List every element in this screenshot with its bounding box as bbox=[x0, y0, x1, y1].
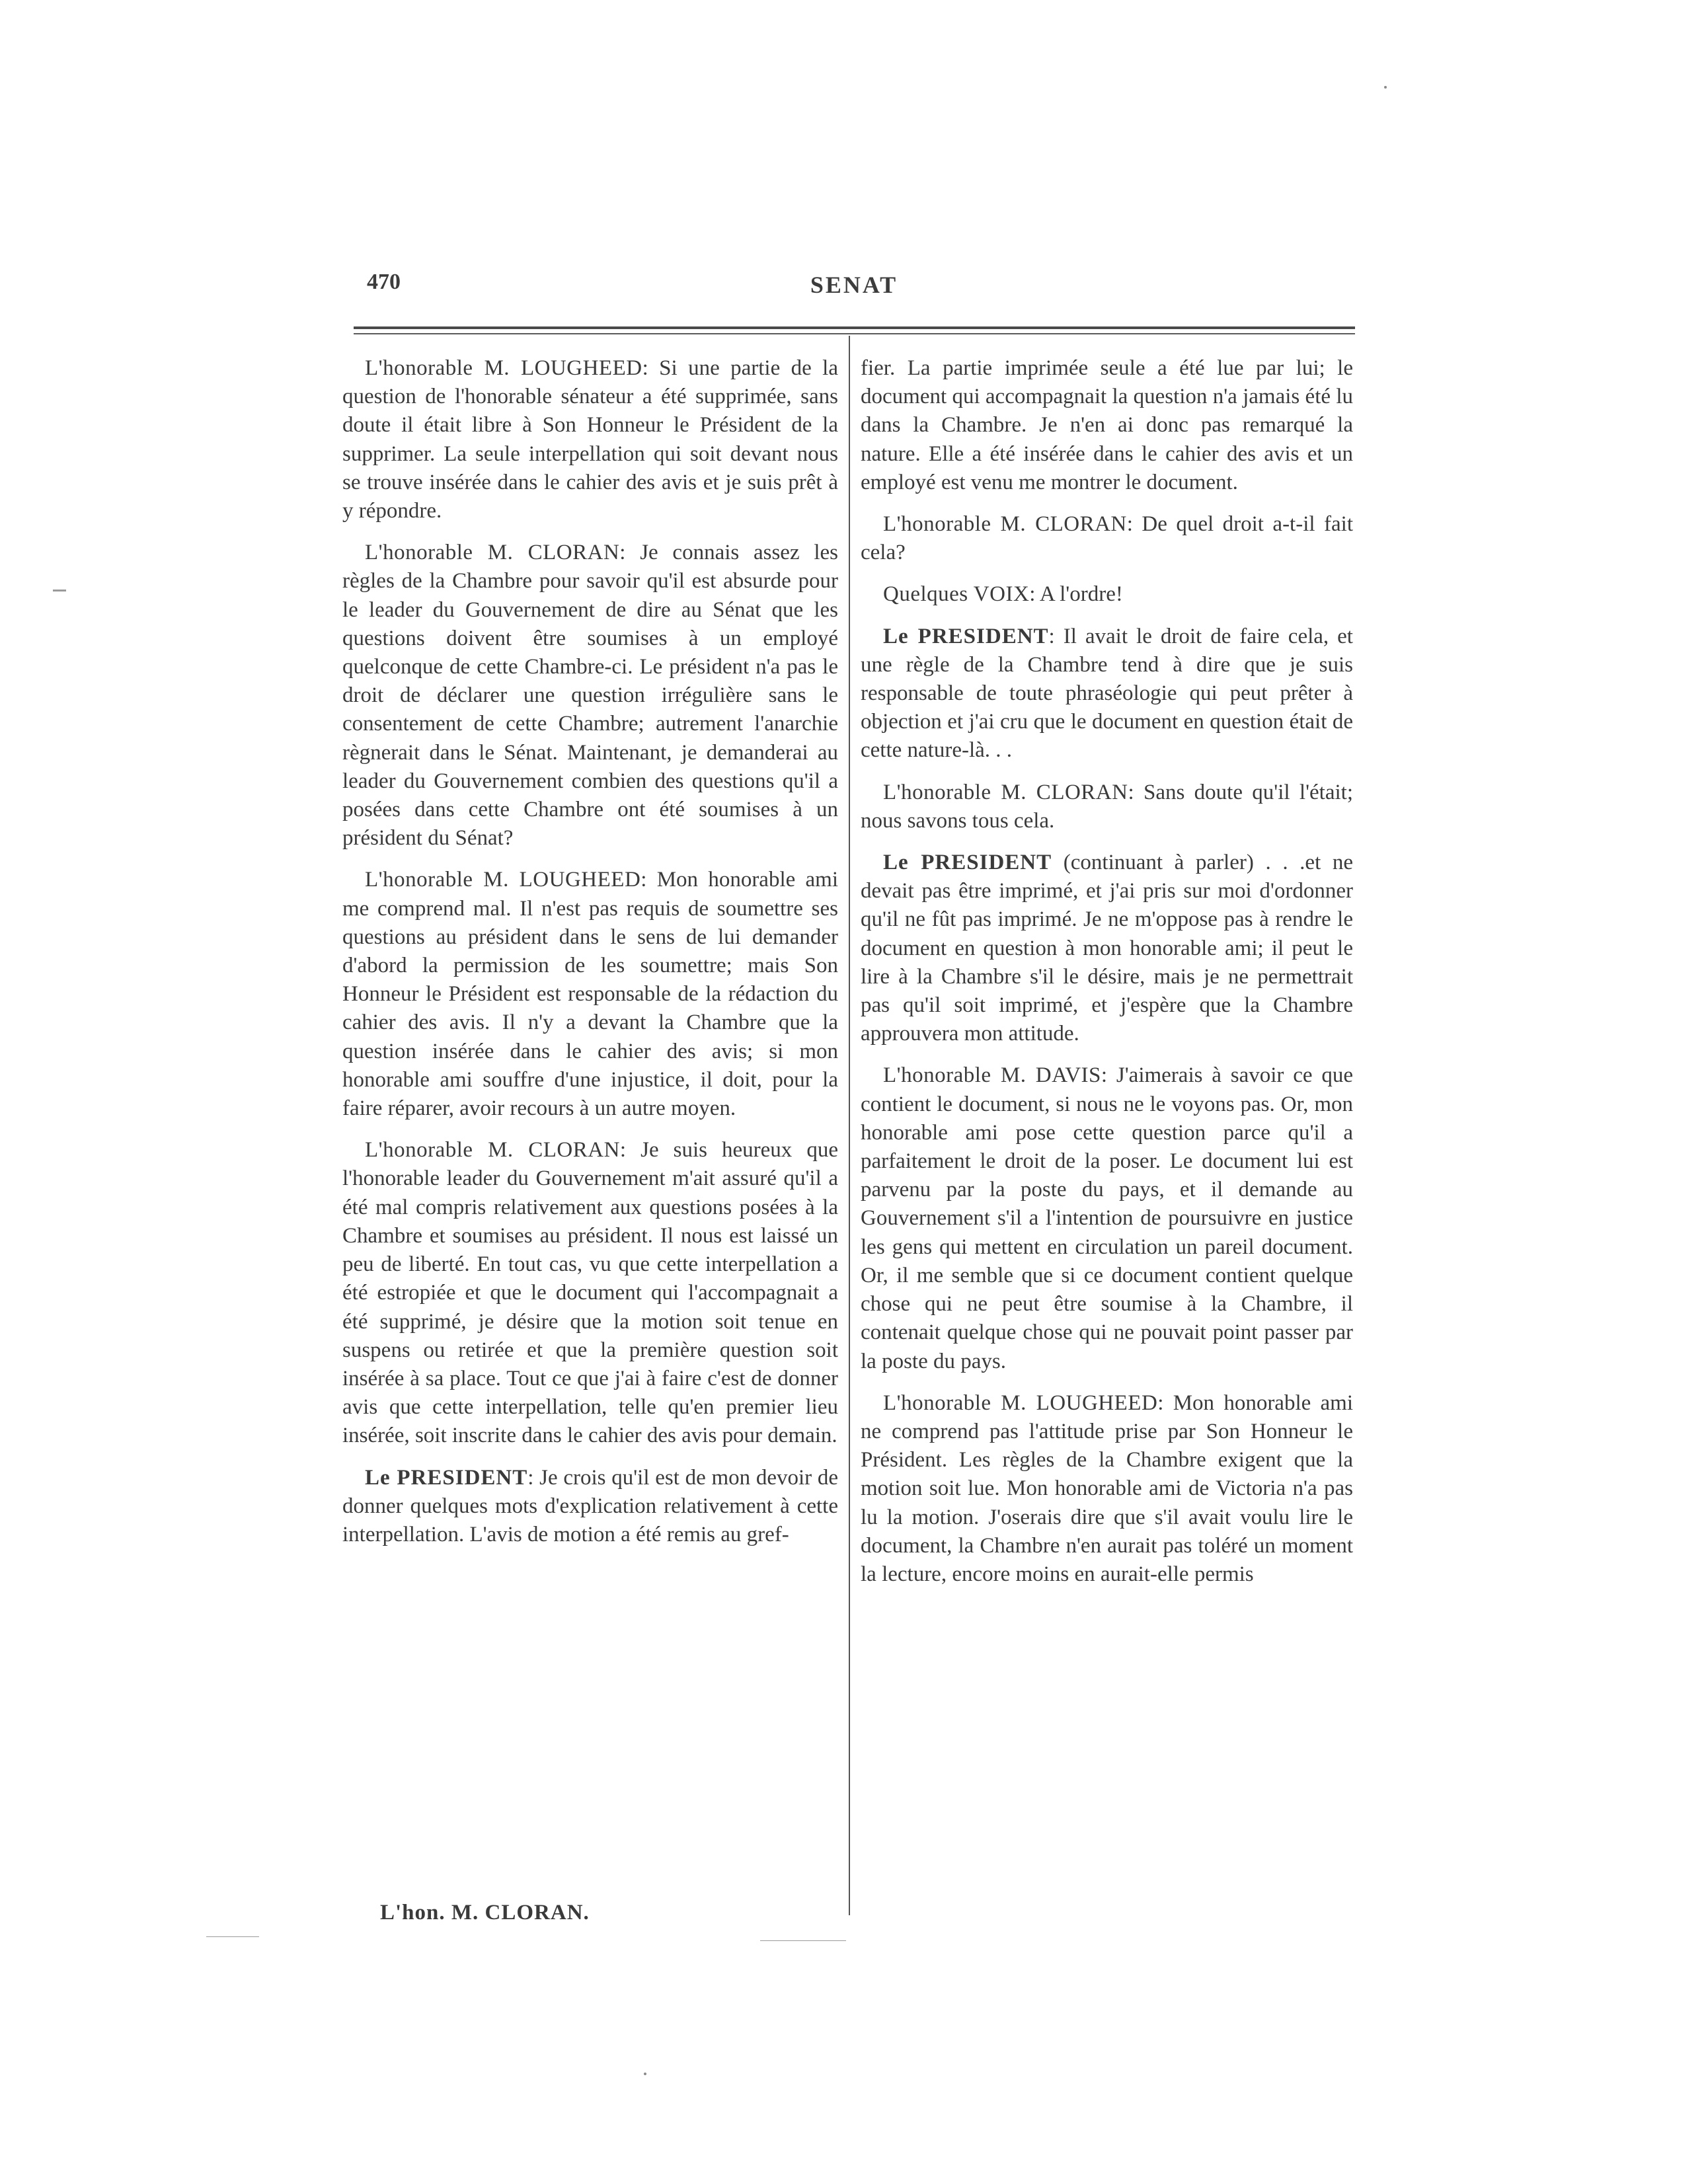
paragraph-text: : Mon honorable ami ne comprend pas l'attitude prise par Son Honneur le Président. Les règles de la Chambre exigent que la motion soit lue. Mon honorable ami de Victoria n'a pas lu la motion. J'oserais dire que s'il avait voulu lire le document, la Chambre n'en aurait pas toléré un moment la lecture, encore moins en aurait-elle permis bbox=[861, 1391, 1354, 1586]
footer-catchword: L'hon. M. CLORAN. bbox=[380, 1901, 590, 1925]
paragraph-text: fier. La partie imprimée seule a été lue par lui; le document qui accompagnait la question n'a jamais été lu dans la Chambre. Je n'en ai donc pas remarqué la nature. Elle a été insérée dans le cahier des avis et un employé est venu me montrer le document. bbox=[861, 356, 1353, 494]
speaker-name: L'honorable M. CLORAN bbox=[365, 1138, 620, 1163]
header-rule-thin bbox=[354, 333, 1355, 334]
scan-mark-line bbox=[760, 1940, 846, 1941]
paragraph-text: (continuant à parler) . . .et ne devait pas être imprimé, et j'ai pris sur moi d'ordonner qu'il ne fût pas imprimé. Je ne m'oppose pas à rendre le document en question à mon honorable ami; il peut le lire à la Chambre s'il le désire, mais je ne permettrait pas qu'il soit imprimé, et j'espère que la Chambre approuvera mon attitude. bbox=[861, 851, 1353, 1046]
header-rule-thick bbox=[354, 326, 1355, 329]
speaker-name: Le PRESIDENT bbox=[365, 1465, 528, 1490]
paragraph bbox=[861, 1061, 1353, 1375]
paragraph-text: : A l'ordre! bbox=[1029, 582, 1123, 607]
paragraph-text: : Je connais assez les règles de la Chambre pour savoir qu'il est absurde pour le leader du Gouvernement de dire au Sénat que les questions doivent être soumises à un employé quelconque de cette Chambre-ci. Le président n'a pas le droit de déclarer une question irrégulière sans le consentement de cette Chambre; autrement l'anarchie règnerait dans le Sénat. Maintenant, je demanderai au leader du Gouvernement combien des questions qu'il a posées dans cette Chambre ont été soumises à un président du Sénat? bbox=[342, 541, 838, 851]
paragraph-text: : Mon honorable ami me comprend mal. Il n'est pas requis de soumettre ses questions au président dans le sens de lui demander d'abord la permission de les soumettre; mais Son Honneur le Président est responsable de la rédaction du cahier des avis. Il n'y a devant la Chambre que la question insérée dans le cahier des avis; si mon honorable ami souffre d'une injustice, il doit, pour la faire réparer, avoir recours à un autre moyen. bbox=[342, 868, 839, 1121]
speaker-name: Quelques VOIX bbox=[883, 582, 1030, 607]
right-column bbox=[861, 354, 1353, 1602]
paragraph bbox=[861, 623, 1353, 765]
paragraph-text: : Il avait le droit de faire cela, et une règle de la Chambre tend à dire que je suis responsable de toute phraséologie qui peut prêter à objection et j'ai cru que le document en question était de cette nature-là. . . bbox=[861, 624, 1353, 763]
left-column bbox=[342, 354, 838, 1562]
paragraph bbox=[861, 580, 1353, 609]
speaker-name: L'honorable M. DAVIS bbox=[883, 1063, 1101, 1088]
speaker-name: L'honorable M. LOUGHEED bbox=[365, 356, 642, 380]
paragraph-text: : Je crois qu'il est de mon devoir de donner quelques mots d'explication relativement à cette interpellation. L'avis de motion a été remis au gref- bbox=[342, 1465, 839, 1546]
paragraph bbox=[342, 539, 838, 853]
speaker-name: L'honorable M. LOUGHEED bbox=[883, 1391, 1158, 1415]
speaker-name: Le PRESIDENT bbox=[883, 624, 1049, 648]
scan-mark-dot bbox=[1384, 86, 1387, 89]
column-divider bbox=[849, 336, 850, 1915]
paragraph bbox=[342, 1136, 838, 1450]
paragraph bbox=[342, 1464, 838, 1550]
scan-mark-line bbox=[206, 1936, 259, 1937]
paragraph-text: : J'aimerais à savoir ce que contient le document, si nous ne le voyons pas. Or, mon honorable ami pose cette question parce qu'il a parfaitement le droit de la poser. Le document lui est parvenu par la poste du pays, et il demande au Gouvernement s'il a l'intention de poursuivre en justice les gens qui mettent en circulation un pareil document. Or, il me semble que si ce document contient quelque chose qui ne peut être soumise à la Chambre, il contenait quelque chose qui ne pouvait point passer par la poste du pays. bbox=[861, 1063, 1353, 1373]
paragraph bbox=[861, 510, 1353, 567]
page-number: 470 bbox=[367, 270, 401, 294]
speaker-name: L'honorable M. CLORAN bbox=[883, 780, 1128, 804]
speaker-name: L'honorable M. CLORAN bbox=[365, 541, 620, 565]
scan-mark-dot bbox=[644, 2073, 646, 2075]
paragraph bbox=[342, 354, 838, 525]
paragraph bbox=[861, 779, 1353, 835]
paragraph bbox=[342, 866, 838, 1123]
speaker-name: L'honorable M. CLORAN bbox=[883, 512, 1127, 537]
paragraph-text: : Sans doute qu'il l'était; nous savons tous cela. bbox=[861, 780, 1353, 833]
running-head: SENAT bbox=[810, 272, 898, 298]
paragraph bbox=[861, 1389, 1353, 1589]
speaker-name: L'honorable M. LOUGHEED bbox=[365, 868, 641, 892]
paragraph-text: : De quel droit a-t-il fait cela? bbox=[861, 512, 1353, 565]
speaker-name: Le PRESIDENT bbox=[883, 851, 1052, 875]
paragraph bbox=[861, 354, 1353, 497]
scan-mark-line bbox=[53, 590, 66, 591]
paragraph bbox=[861, 849, 1353, 1048]
paragraph-text: : Si une partie de la question de l'honorable sénateur a été supprimée, sans doute il était libre à Son Honneur le Président de la supprimer. La seule interpellation qui soit devant nous se trouve insérée dans le cahier des avis et je suis prêt à y répondre. bbox=[342, 356, 838, 523]
paragraph-text: : Je suis heureux que l'honorable leader du Gouvernement m'ait assuré qu'il a été mal compris relativement aux questions posées à la Chambre et soumises au président. Il nous est laissé un peu de liberté. En tout cas, vu que cette interpellation a été estropiée et que le document qui l'accompagnait a été supprimé, je désire que la motion soit tenue en suspens ou retirée et que la première question soit insérée à sa place. Tout ce que j'ai à faire c'est de donner avis que cette interpellation, telle qu'en premier lieu insérée, soit inscrite dans le cahier des avis pour demain. bbox=[342, 1138, 838, 1448]
